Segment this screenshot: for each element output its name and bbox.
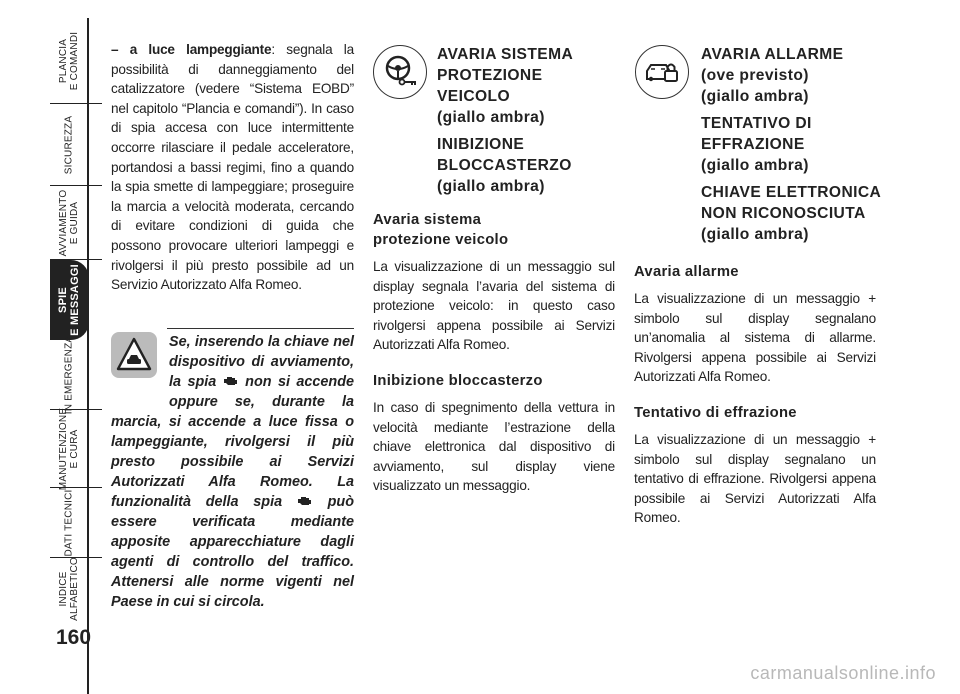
section-title: Avaria allarme xyxy=(634,264,739,280)
lead-bold: – a luce lampeggiante xyxy=(111,42,272,57)
column-1 xyxy=(111,40,354,295)
tab-label: IN EMERGENZA xyxy=(63,335,75,415)
tab-plancia[interactable] xyxy=(50,18,89,104)
section-title: Tentativo di effrazione xyxy=(634,404,797,421)
section-title: Inibizione bloccasterzo xyxy=(373,372,543,389)
heading-chiave-elettronica: CHIAVE ELETTRONICA NON RICONOSCIUTA (giallo ambra) xyxy=(701,184,882,243)
heading-tentativo-effrazione: TENTATIVO DI EFFRAZIONE (giallo ambra) xyxy=(701,115,812,174)
tab-label: INDICE ALFABETICO xyxy=(58,557,80,621)
watermark: carmanualsonline.info xyxy=(750,663,936,683)
section-text: La visualizzazione di un messaggio + simbolo sul display segnalano un tentativo di effrazione. Rivolgersi appena possibile ai Servizi Autorizzati Alfa Romeo. xyxy=(634,431,876,526)
tab-label: SICUREZZA xyxy=(63,115,75,175)
tab-spie-active[interactable] xyxy=(50,260,89,340)
tab-emergenza[interactable] xyxy=(50,335,89,415)
paragraph-lampeggiante xyxy=(111,40,354,295)
warning-part3: può essere verificata mediante apposite apparecchiature dagli agenti di controllo del traffico. Attenersi alle norme vigenti nel Paese in cui si circola. xyxy=(111,494,355,610)
tab-sicurezza[interactable] xyxy=(50,104,89,186)
warning-rule xyxy=(167,328,354,329)
column-3-headings xyxy=(701,44,881,251)
section-text: La visualizzazione di un messaggio + simbolo sul display segnalano un’anomalia al sistema di allarme. Rivolgersi appena possibile ai Servizi Autorizzati Alfa Romeo. xyxy=(634,291,876,385)
tab-label: MANUTENZIONE E CURA xyxy=(58,407,80,491)
column-2 xyxy=(373,210,615,496)
section-text: In caso di spegnimento della vettura in velocità mediante l’estrazione della chiave elettronica dal dispositivo di avviamento, sul display viene visualizzato un messaggio. xyxy=(373,399,615,494)
warning-part1: Se, inserendo la chiave nel dispositivo di avviamento, la spia xyxy=(169,334,354,390)
column-2-headings xyxy=(437,44,573,203)
page-number: 160 xyxy=(56,626,92,649)
tab-avviamento[interactable] xyxy=(50,186,89,260)
tab-label: PLANCIA E COMANDI xyxy=(58,31,80,91)
engine-check-icon xyxy=(223,375,239,387)
chapter-tab-rail xyxy=(0,0,100,692)
column-3 xyxy=(634,262,876,528)
tab-label: AVVIAMENTO E GUIDA xyxy=(58,189,80,257)
tab-label: SPIE E MESSAGGI xyxy=(57,264,81,336)
warning-text xyxy=(111,332,354,612)
car-padlock-icon xyxy=(635,45,689,99)
section-text: La visualizzazione di un messaggio sul display segnala l’avaria del sistema di protezione veicolo: in questo caso rivolgersi appena possibile ai Servizi Autorizzati Alfa Romeo. xyxy=(373,259,615,353)
warning-part2: non si accende oppure se, durante la marcia, si accende a luce fissa o lampeggiante, rivolgersi il più presto possibile ai Servizi Autorizzati Alfa Romeo. La funzionalità della spia xyxy=(111,374,355,510)
tab-label: DATI TECNICI xyxy=(63,489,75,557)
heading-avaria-allarme: AVARIA ALLARME (ove previsto) (giallo ambra) xyxy=(701,46,844,105)
tab-dati-tecnici[interactable] xyxy=(50,488,89,558)
tab-indice[interactable] xyxy=(50,558,89,620)
engine-check-icon xyxy=(297,495,313,507)
section-title: Avaria sistema protezione veicolo xyxy=(373,212,509,248)
steering-wheel-key-icon xyxy=(373,45,427,99)
lead-text: : segnala la possibilità di danneggiamento del catalizzatore (vedere “Sistema EOBD” nel capitolo “Plancia e comandi”). In caso di spia accesa con luce intermittente occorre rilasciare il pedale acceleratore, portandosi a bassi regimi, fino a quando la spia smette di lampeggiare; proseguire la marcia a velocità moderata, cercando di evitare condizioni di guida che possono provocare ulteriori lampeggi e rivolgersi il più presto possibile ad un Servizio Autorizzato Alfa Romeo. xyxy=(111,42,354,293)
tab-manutenzione[interactable] xyxy=(50,407,89,491)
heading-avaria-sistema: AVARIA SISTEMA PROTEZIONE VEICOLO (giallo ambra) xyxy=(437,46,574,126)
heading-inibizione: INIBIZIONE BLOCCASTERZO (giallo ambra) xyxy=(437,136,572,195)
